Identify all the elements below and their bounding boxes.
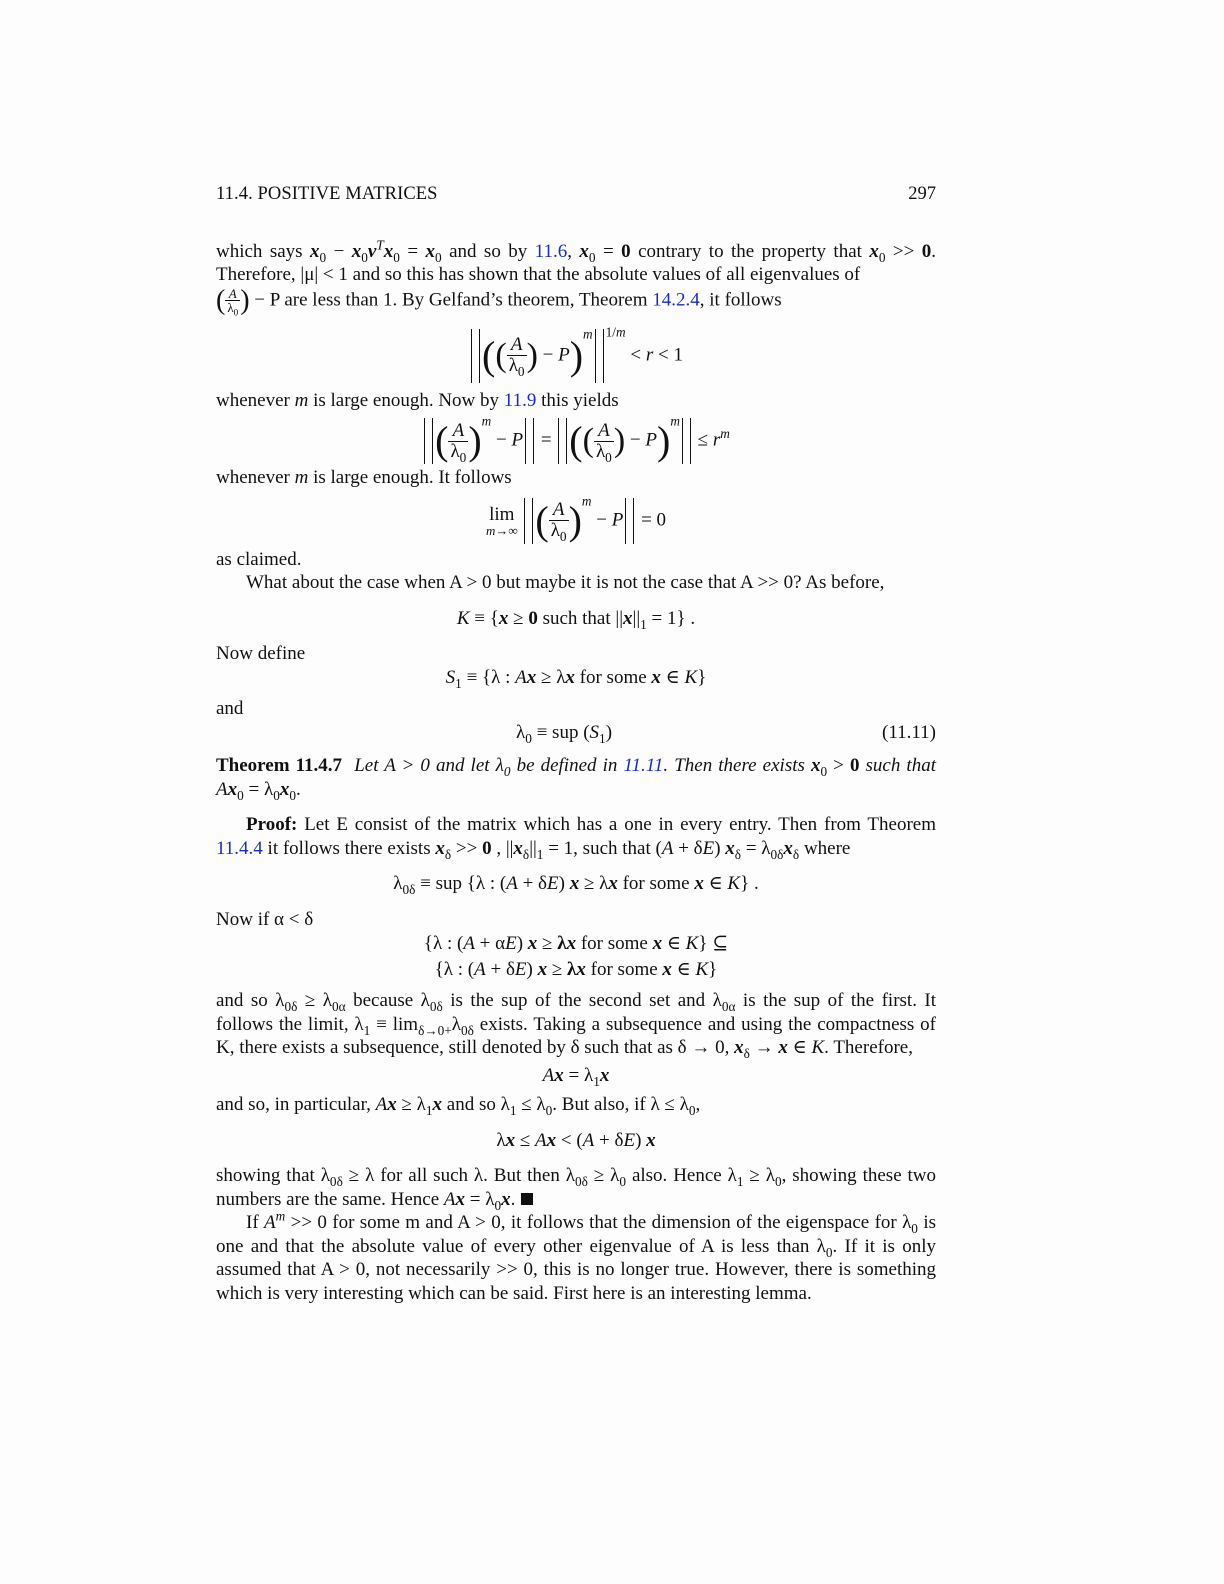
paragraph-9: and so $\lambda_{0\delta} \ge \lambda_{0\alpha}$ because $\lambda_{0\delta}$ is the sup of the second set and $\lambda_{0\alpha}$ is the sup of the first. It follows the limit, $\lambda_1 \equiv \lim_{\delta\to 0+}\lambda_{0\delta}$ exists. Taking a subsequence and using the compactness of K, there exists a subsequence, still denoted by δ such that as δ → 0, $x_\delta \to x$ ∈ K. Therefore,	[216, 990, 937, 1062]
equation-gelfand: (( $\frac{A}{\lambda_0}$ ) − P)$^m$ $^{1/m}$ < r < 1	[216, 329, 936, 383]
paragraph-5: What about the case when A > 0 but maybe it is not the case that A >> 0? As before,	[246, 572, 885, 594]
ref-11-6[interactable]: 11.6	[534, 240, 568, 262]
paragraph-11: showing that $\lambda_{0\delta} \ge \lambda$ for all such λ. But then $\lambda_{0\delta} \ge \lambda_0$ also. Hence $\lambda_1 \ge \lambda_0$, showing these two numbers are the same. Hence $Ax = \lambda_0x$.	[216, 1165, 937, 1213]
equation-lambda0: $\lambda_0$ ≡ sup $(S_1)$ (11.11)	[515, 721, 936, 746]
equation-limit: lim m→∞ ( $\frac{A}{\lambda_0}$ )$^m$ − P = 0	[485, 493, 667, 545]
paragraph-1: which says $x_0 - x_0v^Tx_0 = x_0$ and so by 11.6, $x_0 = 0$ contrary to the property that $x_0 >> 0$. Therefore, |μ| < 1 and so this has shown that the absolute values of all eigenvalues of ( $\frac{A}{\lambda_0}$ ) − P are less than 1. By Gelfand’s theorem, Theorem 14.2.4, it follows	[216, 237, 937, 318]
ref-11-11[interactable]: 11.11	[623, 755, 664, 777]
equation-power: ( $\frac{A}{\lambda_0}$ )$^m$ − P = (( $\frac{A}{\lambda_0}$ ) − $P)^m \le r^m$	[216, 418, 936, 464]
ref-11-9[interactable]: 11.9	[503, 389, 537, 411]
equation-lambda0delta: $\lambda_{0\delta}$ ≡ sup {λ : (A + δE) x ≥ λx for some x ∈ K} .	[393, 873, 759, 898]
equation-inequality: λx ≤ Ax < (A + δE) x	[496, 1129, 656, 1151]
ref-14-2-4[interactable]: 14.2.4	[652, 289, 700, 310]
paragraph-7: and	[216, 698, 244, 720]
paragraph-3: whenever m is large enough. It follows	[216, 467, 512, 489]
paragraph-8: Now if α < δ	[216, 908, 314, 930]
equation-subset: {λ : (A + αE) x ≥ λx for some x ∈ K} ⊆ {λ : (A + δE) x ≥ λx for some x ∈ K}	[423, 933, 729, 981]
proof-paragraph: Proof: Let E consist of the matrix which has a one in every entry. Then from Theorem 11.4.4 it follows there exists $x_\delta >> 0$ , $||x_\delta||_1 = 1$, such that (A + δE) $x_\delta = \lambda_{0\delta}x_\delta$ where	[216, 814, 936, 862]
equation-S1: $S_1 \equiv \{\lambda$ : Ax ≥ λx for some x ∈ K}	[445, 666, 707, 691]
page	[216, 183, 936, 1305]
equation-label: (11.11)	[882, 721, 936, 743]
paragraph-4: as claimed.	[216, 548, 302, 570]
paragraph-12: If $A^m >> 0$ for some m and A > 0, it follows that the dimension of the eigenspace for $\lambda_0$ is one and that the absolute value of every other eigenvalue of A is less than $\lambda_0$. If it is only assumed that A > 0, not necessarily >> 0, this is no longer true. However, there is something which is very interesting which can be said. First here is an interesting lemma.	[216, 1208, 936, 1304]
paragraph-10: and so, in particular, $Ax \ge \lambda_1x$ and so $\lambda_1 \le \lambda_0$. But also, if $\lambda \le \lambda_0$,	[216, 1094, 701, 1119]
paragraph-2: whenever m is large enough. Now by 11.9 this yields	[216, 389, 619, 411]
equation-Ax: $Ax = \lambda_1x$	[542, 1064, 610, 1089]
equation-K: K ≡ {x ≥ 0 such that $||x||_1 = 1$} .	[456, 607, 696, 632]
ref-11-4-4[interactable]: 11.4.4	[216, 837, 263, 859]
theorem-11-4-7: Theorem 11.4.7 Let A > 0 and let $\lambda_0$ be defined in 11.11. Then there exists $x_0 > 0$ such that $Ax_0 = \lambda_0x_0$.	[216, 755, 936, 803]
paragraph-6: Now define	[216, 643, 306, 665]
page-number: 297	[908, 184, 936, 204]
section-title: 11.4. POSITIVE MATRICES	[216, 184, 438, 204]
running-header	[216, 183, 936, 207]
qed-symbol	[521, 1193, 533, 1205]
